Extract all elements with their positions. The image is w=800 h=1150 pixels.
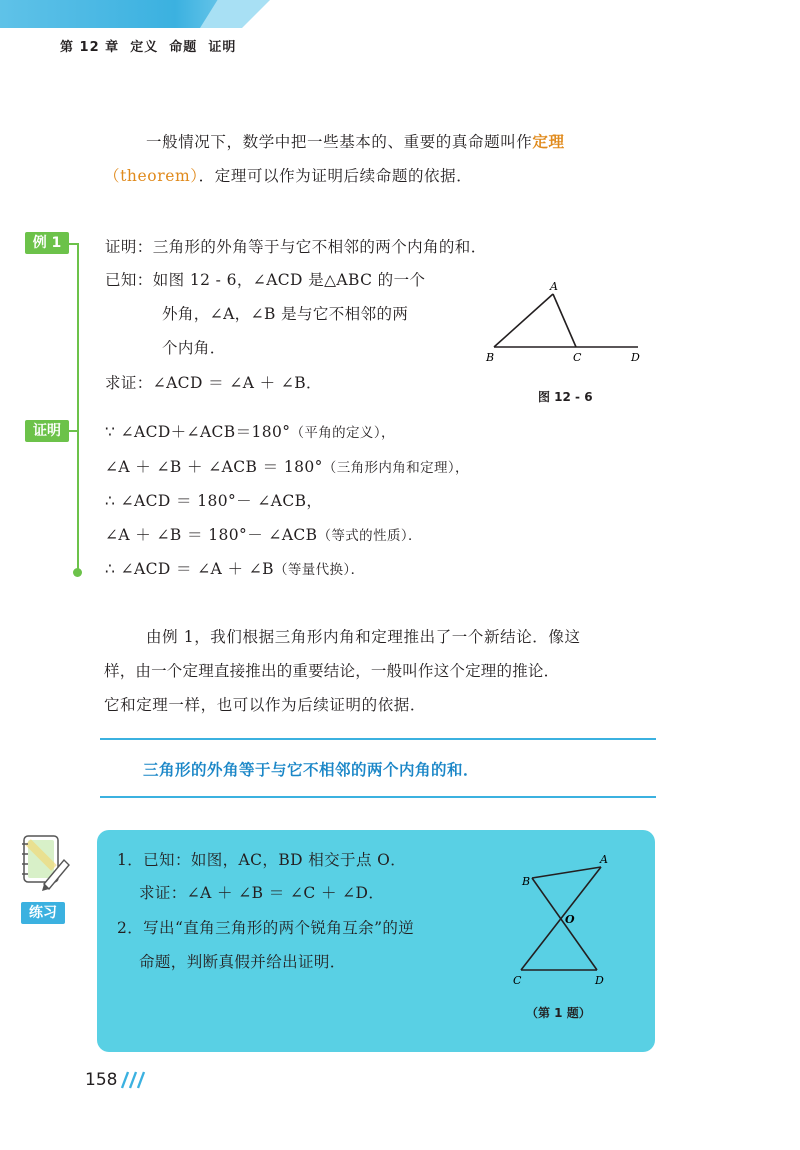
proof-step-5: ∴ ∠ACD ＝ ∠A ＋ ∠B（等量代换）． [105,560,365,578]
example-given-3: 个内角． [162,339,226,357]
point-a-label: A [550,280,558,293]
side-ab [494,294,553,347]
point-a-label: A [600,853,608,866]
example-prove: 求证：∠ACD ＝ ∠A ＋ ∠B． [105,374,322,392]
proof-step-2: ∠A ＋ ∠B ＋ ∠ACB ＝ 180°（三角形内角和定理）， [105,458,469,476]
theorem-term: 定理 [532,133,565,151]
corollary-box-bottom-rule [100,796,656,798]
point-o-label: O [565,913,575,926]
example-given-1: 已知：如图 12 - 6，∠ACD 是△ABC 的一个 [105,271,426,289]
point-c-label: C [573,351,582,364]
proof-step-3: ∴ ∠ACD ＝ 180°－ ∠ACB， [105,492,323,510]
corollary-intro-line-2: 样，由一个定理直接推出的重要结论，一般叫作这个定理的推论． [104,662,560,680]
side-ac [553,294,576,347]
point-c-label: C [513,974,522,987]
exercise-q1-line-2: 求证：∠A ＋ ∠B ＝ ∠C ＋ ∠D． [139,884,385,902]
example-statement: 证明：三角形的外角等于与它不相邻的两个内角的和． [105,238,487,256]
segment-ba [532,867,601,878]
exercise-q2-line-2: 命题，判断真假并给出证明． [139,953,346,971]
corollary-statement: 三角形的外角等于与它不相邻的两个内角的和． [143,761,480,779]
proof-tag-tick [66,430,78,432]
proof-step-4: ∠A ＋ ∠B ＝ 180°－ ∠ACB（等式的性质）． [105,526,422,544]
exercise-q2-line-1: 2．写出“直角三角形的两个锐角互余”的逆 [117,919,415,937]
example-tag: 例 1 [25,232,69,254]
theorem-english: （theorem） [104,167,199,185]
exercise-figure [505,848,625,998]
example-rule-dot [73,568,82,577]
exercise-q1-line-1: 1．已知：如图，AC，BD 相交于点 O． [117,851,407,869]
corollary-intro-line-3: 它和定理一样，也可以作为后续证明的依据． [104,696,427,714]
exercise-figure-caption: （第 1 题） [526,1006,591,1020]
proof-tag: 证明 [25,420,69,442]
exercise-tag: 练习 [21,902,65,924]
example-given-2: 外角，∠A，∠B 是与它不相邻的两 [162,305,409,323]
corollary-intro-line-1: 由例 1，我们根据三角形内角和定理推出了一个新结论．像这 [146,628,581,646]
notebook-pencil-icon [14,828,72,898]
page-slashes-icon [118,1068,148,1090]
chapter-title: 第 12 章 定义 命题 证明 [60,40,237,55]
figure-12-6 [480,278,650,388]
intro-line-1: 一般情况下，数学中把一些基本的、重要的真命题叫作定理 [146,133,565,151]
corollary-box-top-rule [100,738,656,740]
point-b-label: B [522,875,531,888]
proof-step-1: ∵ ∠ACD＋∠ACB＝180°（平角的定义）， [105,423,395,441]
intro-line-2: （theorem）．定理可以作为证明后续命题的依据． [104,167,473,185]
point-b-label: B [486,351,495,364]
point-d-label: D [595,974,604,987]
figure-12-6-caption: 图 12 - 6 [538,390,593,404]
point-d-label: D [631,351,640,364]
page-number: 158 [85,1070,118,1090]
segment-ac [521,867,601,970]
example-rule [77,243,79,573]
